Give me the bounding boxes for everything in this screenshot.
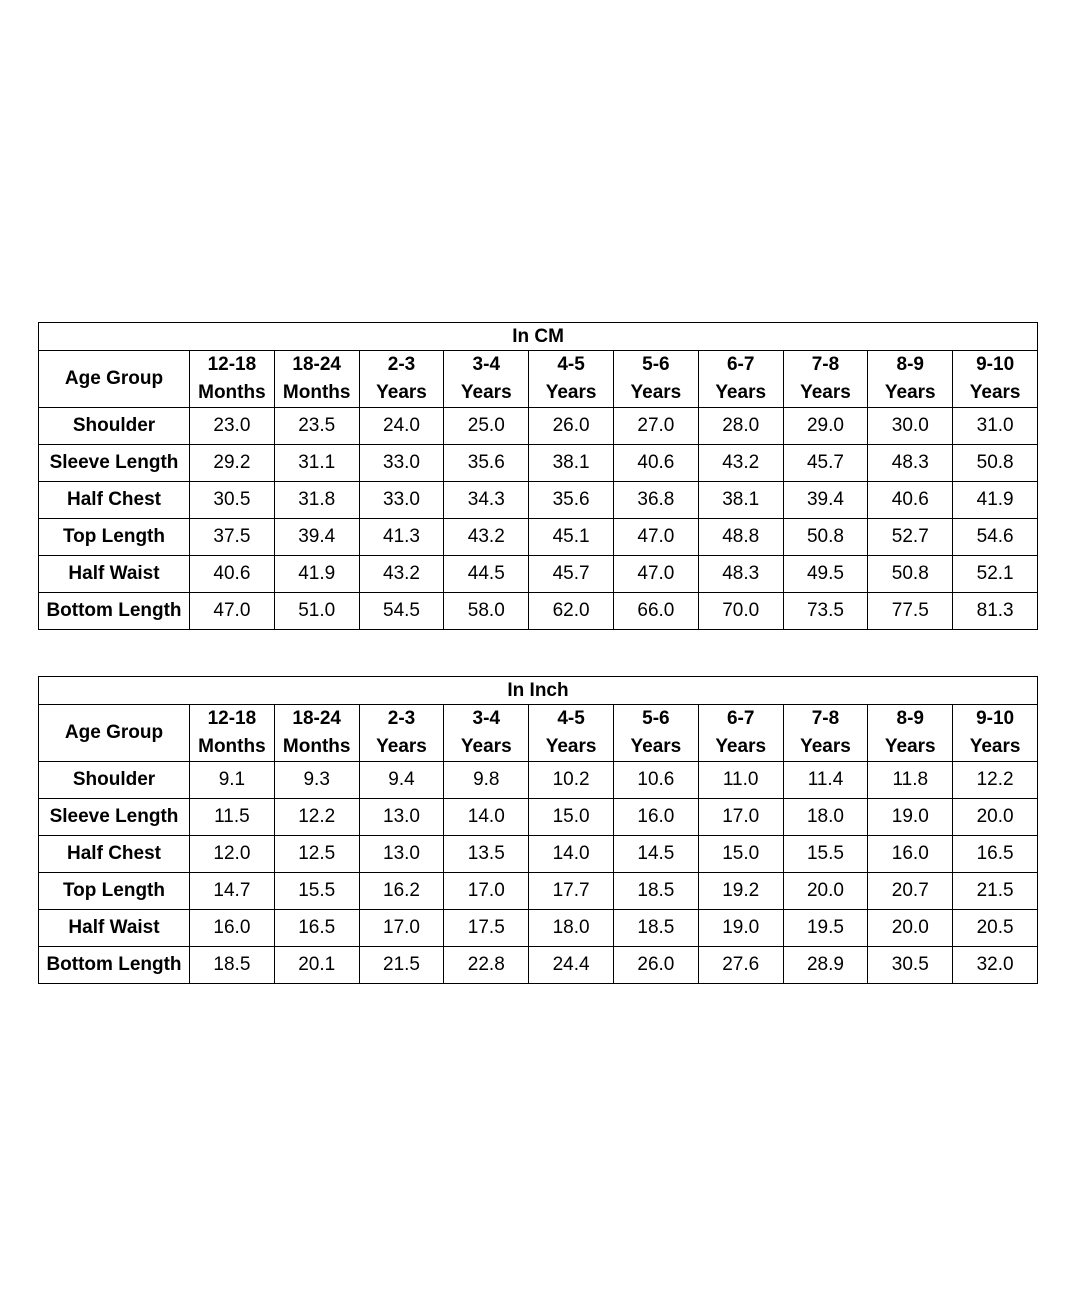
measurement-cell: 23.0 (190, 408, 275, 445)
measurement-cell: 29.2 (190, 445, 275, 482)
column-header: 3-4 Years (444, 351, 529, 408)
measurement-cell: 18.5 (190, 947, 275, 984)
measurement-cell: 47.0 (613, 556, 698, 593)
row-label: Half Chest (39, 482, 190, 519)
measurement-cell: 66.0 (613, 593, 698, 630)
measurement-cell: 52.1 (953, 556, 1038, 593)
measurement-cell: 12.2 (274, 799, 359, 836)
measurement-cell: 50.8 (953, 445, 1038, 482)
column-header: 8-9 Years (868, 705, 953, 762)
table-title: In CM (39, 323, 1038, 351)
measurement-cell: 48.3 (698, 556, 783, 593)
measurement-cell: 12.5 (274, 836, 359, 873)
measurement-cell: 20.0 (783, 873, 868, 910)
measurement-cell: 15.0 (529, 799, 614, 836)
measurement-cell: 45.7 (783, 445, 868, 482)
column-header: 12-18 Months (190, 351, 275, 408)
measurement-cell: 48.8 (698, 519, 783, 556)
column-header: 8-9 Years (868, 351, 953, 408)
measurement-cell: 14.0 (444, 799, 529, 836)
measurement-cell: 26.0 (613, 947, 698, 984)
measurement-cell: 16.5 (953, 836, 1038, 873)
measurement-cell: 35.6 (444, 445, 529, 482)
measurement-cell: 31.8 (274, 482, 359, 519)
measurement-cell: 17.7 (529, 873, 614, 910)
measurement-cell: 20.1 (274, 947, 359, 984)
measurement-cell: 39.4 (783, 482, 868, 519)
measurement-cell: 45.1 (529, 519, 614, 556)
measurement-cell: 24.0 (359, 408, 444, 445)
measurement-cell: 11.0 (698, 762, 783, 799)
measurement-cell: 36.8 (613, 482, 698, 519)
size-chart-cm-table (38, 322, 1038, 630)
measurement-cell: 50.8 (868, 556, 953, 593)
measurement-cell: 40.6 (613, 445, 698, 482)
measurement-cell: 81.3 (953, 593, 1038, 630)
measurement-cell: 11.4 (783, 762, 868, 799)
measurement-cell: 33.0 (359, 445, 444, 482)
measurement-cell: 15.0 (698, 836, 783, 873)
measurement-cell: 16.0 (190, 910, 275, 947)
measurement-cell: 32.0 (953, 947, 1038, 984)
measurement-cell: 33.0 (359, 482, 444, 519)
measurement-cell: 23.5 (274, 408, 359, 445)
table-row (39, 873, 1038, 910)
measurement-cell: 49.5 (783, 556, 868, 593)
corner-label: Age Group (39, 351, 190, 408)
table-row (39, 445, 1038, 482)
measurement-cell: 12.0 (190, 836, 275, 873)
measurement-cell: 20.0 (953, 799, 1038, 836)
measurement-cell: 27.0 (613, 408, 698, 445)
row-label: Half Waist (39, 556, 190, 593)
measurement-cell: 40.6 (190, 556, 275, 593)
measurement-cell: 22.8 (444, 947, 529, 984)
measurement-cell: 47.0 (190, 593, 275, 630)
row-label: Top Length (39, 873, 190, 910)
measurement-cell: 50.8 (783, 519, 868, 556)
column-header: 2-3 Years (359, 351, 444, 408)
measurement-cell: 9.1 (190, 762, 275, 799)
table-row (39, 556, 1038, 593)
measurement-cell: 41.9 (953, 482, 1038, 519)
measurement-cell: 11.8 (868, 762, 953, 799)
measurement-cell: 30.0 (868, 408, 953, 445)
measurement-cell: 28.0 (698, 408, 783, 445)
measurement-cell: 19.5 (783, 910, 868, 947)
measurement-cell: 10.6 (613, 762, 698, 799)
table-row (39, 799, 1038, 836)
measurement-cell: 21.5 (953, 873, 1038, 910)
row-label: Shoulder (39, 762, 190, 799)
measurement-cell: 18.5 (613, 873, 698, 910)
header-row (39, 351, 1038, 408)
measurement-cell: 17.0 (444, 873, 529, 910)
measurement-cell: 40.6 (868, 482, 953, 519)
row-label: Bottom Length (39, 593, 190, 630)
measurement-cell: 20.7 (868, 873, 953, 910)
measurement-cell: 17.0 (698, 799, 783, 836)
measurement-cell: 41.9 (274, 556, 359, 593)
measurement-cell: 45.7 (529, 556, 614, 593)
column-header: 5-6 Years (613, 351, 698, 408)
table-row (39, 519, 1038, 556)
measurement-cell: 47.0 (613, 519, 698, 556)
measurement-cell: 13.0 (359, 799, 444, 836)
column-header: 4-5 Years (529, 351, 614, 408)
column-header: 6-7 Years (698, 351, 783, 408)
measurement-cell: 14.0 (529, 836, 614, 873)
measurement-cell: 10.2 (529, 762, 614, 799)
measurement-cell: 11.5 (190, 799, 275, 836)
measurement-cell: 25.0 (444, 408, 529, 445)
measurement-cell: 43.2 (444, 519, 529, 556)
row-label: Half Chest (39, 836, 190, 873)
measurement-cell: 9.3 (274, 762, 359, 799)
measurement-cell: 9.8 (444, 762, 529, 799)
measurement-cell: 17.0 (359, 910, 444, 947)
measurement-cell: 48.3 (868, 445, 953, 482)
measurement-cell: 28.9 (783, 947, 868, 984)
row-label: Top Length (39, 519, 190, 556)
row-label: Bottom Length (39, 947, 190, 984)
measurement-cell: 16.0 (868, 836, 953, 873)
column-header: 2-3 Years (359, 705, 444, 762)
measurement-cell: 54.5 (359, 593, 444, 630)
table-title: In Inch (39, 677, 1038, 705)
measurement-cell: 15.5 (783, 836, 868, 873)
column-header: 7-8 Years (783, 705, 868, 762)
column-header: 4-5 Years (529, 705, 614, 762)
column-header: 9-10 Years (953, 351, 1038, 408)
measurement-cell: 37.5 (190, 519, 275, 556)
measurement-cell: 16.2 (359, 873, 444, 910)
measurement-cell: 38.1 (529, 445, 614, 482)
measurement-cell: 54.6 (953, 519, 1038, 556)
measurement-cell: 31.0 (953, 408, 1038, 445)
row-label: Half Waist (39, 910, 190, 947)
row-label: Sleeve Length (39, 445, 190, 482)
table-row (39, 762, 1038, 799)
table-row (39, 947, 1038, 984)
measurement-cell: 77.5 (868, 593, 953, 630)
measurement-cell: 24.4 (529, 947, 614, 984)
measurement-cell: 20.5 (953, 910, 1038, 947)
column-header: 9-10 Years (953, 705, 1038, 762)
table-row (39, 910, 1038, 947)
measurement-cell: 19.0 (698, 910, 783, 947)
column-header: 6-7 Years (698, 705, 783, 762)
measurement-cell: 20.0 (868, 910, 953, 947)
measurement-cell: 52.7 (868, 519, 953, 556)
measurement-cell: 34.3 (444, 482, 529, 519)
measurement-cell: 62.0 (529, 593, 614, 630)
measurement-cell: 51.0 (274, 593, 359, 630)
measurement-cell: 70.0 (698, 593, 783, 630)
measurement-cell: 35.6 (529, 482, 614, 519)
measurement-cell: 41.3 (359, 519, 444, 556)
measurement-cell: 43.2 (359, 556, 444, 593)
measurement-cell: 13.0 (359, 836, 444, 873)
measurement-cell: 17.5 (444, 910, 529, 947)
measurement-cell: 13.5 (444, 836, 529, 873)
measurement-cell: 18.0 (783, 799, 868, 836)
column-header: 12-18 Months (190, 705, 275, 762)
measurement-cell: 58.0 (444, 593, 529, 630)
corner-label: Age Group (39, 705, 190, 762)
column-header: 7-8 Years (783, 351, 868, 408)
measurement-cell: 21.5 (359, 947, 444, 984)
measurement-cell: 30.5 (868, 947, 953, 984)
measurement-cell: 18.0 (529, 910, 614, 947)
measurement-cell: 15.5 (274, 873, 359, 910)
header-row (39, 705, 1038, 762)
measurement-cell: 39.4 (274, 519, 359, 556)
measurement-cell: 44.5 (444, 556, 529, 593)
row-label: Sleeve Length (39, 799, 190, 836)
table-row (39, 836, 1038, 873)
column-header: 18-24 Months (274, 351, 359, 408)
measurement-cell: 16.0 (613, 799, 698, 836)
size-chart-inch-table (38, 676, 1038, 984)
table-row (39, 593, 1038, 630)
measurement-cell: 31.1 (274, 445, 359, 482)
measurement-cell: 73.5 (783, 593, 868, 630)
measurement-cell: 19.0 (868, 799, 953, 836)
measurement-cell: 43.2 (698, 445, 783, 482)
measurement-cell: 14.5 (613, 836, 698, 873)
measurement-cell: 26.0 (529, 408, 614, 445)
table-row (39, 482, 1038, 519)
measurement-cell: 18.5 (613, 910, 698, 947)
measurement-cell: 16.5 (274, 910, 359, 947)
measurement-cell: 14.7 (190, 873, 275, 910)
measurement-cell: 12.2 (953, 762, 1038, 799)
column-header: 5-6 Years (613, 705, 698, 762)
measurement-cell: 38.1 (698, 482, 783, 519)
measurement-cell: 9.4 (359, 762, 444, 799)
column-header: 3-4 Years (444, 705, 529, 762)
column-header: 18-24 Months (274, 705, 359, 762)
table-row (39, 408, 1038, 445)
row-label: Shoulder (39, 408, 190, 445)
measurement-cell: 30.5 (190, 482, 275, 519)
measurement-cell: 29.0 (783, 408, 868, 445)
measurement-cell: 27.6 (698, 947, 783, 984)
measurement-cell: 19.2 (698, 873, 783, 910)
